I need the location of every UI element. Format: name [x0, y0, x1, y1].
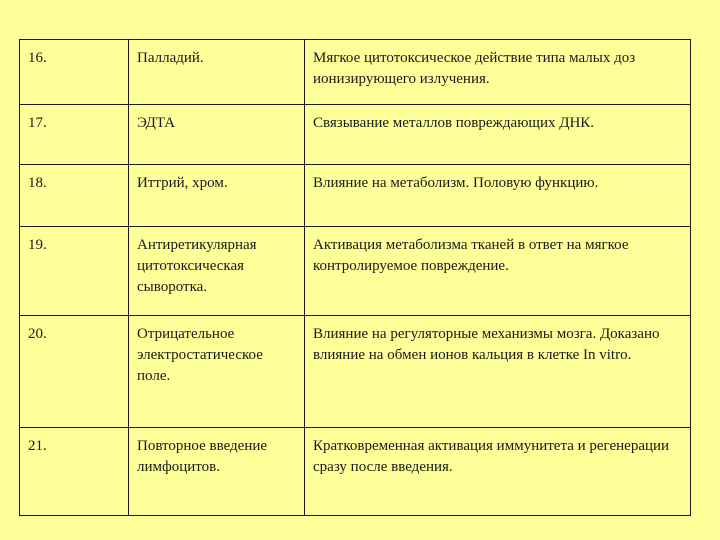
agent-cell: Повторное введение лимфоцитов. [129, 428, 305, 516]
table-row [20, 40, 691, 105]
agent-cell: Иттрий, хром. [129, 165, 305, 227]
effect-cell: Влияние на метаболизм. Половую функцию. [305, 165, 691, 227]
row-number: 19. [20, 227, 129, 316]
agent-cell: Палладий. [129, 40, 305, 105]
row-number: 20. [20, 316, 129, 428]
effect-cell: Мягкое цитотоксическое действие типа малых доз ионизирующего излучения. [305, 40, 691, 105]
agent-cell: Отрицательное электростатическое поле. [129, 316, 305, 428]
effect-cell: Связывание металлов повреждающих ДНК. [305, 105, 691, 165]
row-number: 16. [20, 40, 129, 105]
effect-cell: Кратковременная активация иммунитета и регенерации сразу после введения. [305, 428, 691, 516]
row-number: 21. [20, 428, 129, 516]
table-row [20, 105, 691, 165]
data-table [19, 39, 691, 516]
table-row [20, 227, 691, 316]
agent-cell: Антиретикулярная цитотоксическая сыворотка. [129, 227, 305, 316]
row-number: 17. [20, 105, 129, 165]
table-row [20, 428, 691, 516]
table-row [20, 165, 691, 227]
effect-cell: Активация метаболизма тканей в ответ на мягкое контролируемое повреждение. [305, 227, 691, 316]
effect-cell: Влияние на регуляторные механизмы мозга. Доказано влияние на обмен ионов кальция в клетке In vitro. [305, 316, 691, 428]
row-number: 18. [20, 165, 129, 227]
table-row [20, 316, 691, 428]
agent-cell: ЭДТА [129, 105, 305, 165]
